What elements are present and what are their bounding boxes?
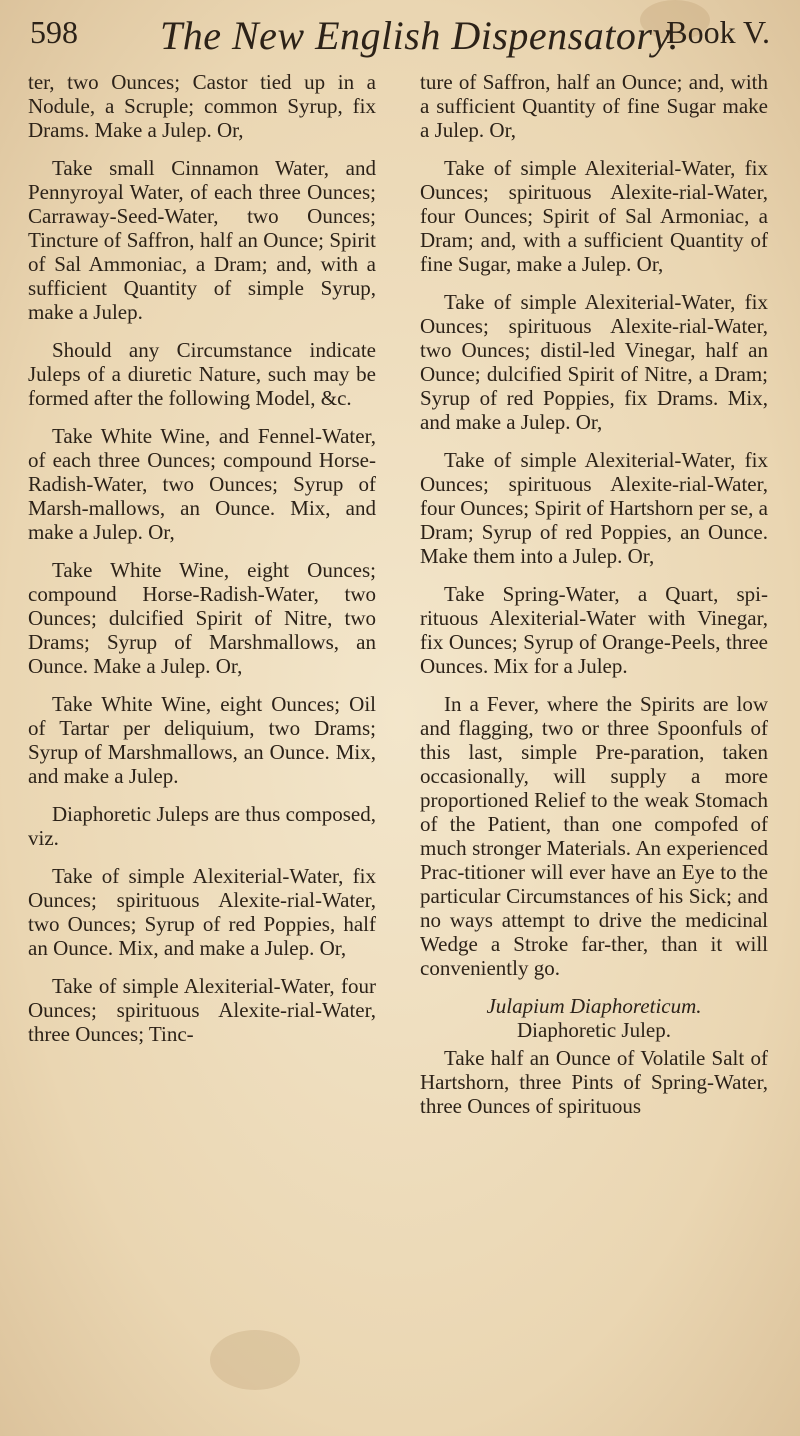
paragraph: Take Spring-Water, a Quart, spi-rituous Alexiterial-Water with Vinegar, fix Ounces; Syrup of Orange-Peels, three Ounces. Mix for a Julep. bbox=[420, 582, 768, 678]
paragraph: Take of simple Alexiterial-Water, fix Ounces; spirituous Alexite-rial-Water, two Ounces; distil-led Vinegar, half an Ounce; dulcified Spirit of Nitre, a Dram; Syrup of red Poppies, fix Drams. Mix, and make a Julep. Or, bbox=[420, 290, 768, 434]
paragraph: In a Fever, where the Spirits are low and flagging, two or three Spoonfuls of this last, simple Pre-paration, taken occasionally, will supply a more proportioned Relief to the weak Stomach of the Patient, than one compofed of much stronger Materials. An experienced Prac-titioner will ever have an Eye to the particular Circumstances of his Sick; and no ways attempt to drive the medicinal Wedge a Stroke far-ther, than it will conveniently go. bbox=[420, 692, 768, 980]
paragraph: Take White Wine, eight Ounces; compound Horse-Radish-Water, two Ounces; dulcified Spirit of Nitre, two Drams; Syrup of Marshmallows, an Ounce. Make a Julep. Or, bbox=[28, 558, 376, 678]
book-label: Book V. bbox=[666, 14, 770, 50]
paragraph: Take of simple Alexiterial-Water, fix Ounces; spirituous Alexite-rial-Water, four Ounces; Spirit of Hartshorn per se, a Dram; Syrup of red Poppies, an Ounce. Make them into a Julep. Or, bbox=[420, 448, 768, 568]
section-heading-english: Diaphoretic Julep. bbox=[517, 1018, 671, 1042]
right-column bbox=[420, 70, 768, 1410]
paragraph: Take White Wine, and Fennel-Water, of each three Ounces; compound Horse-Radish-Water, two Ounces; Syrup of Marsh-mallows, an Ounce. Mix, and make a Julep. Or, bbox=[28, 424, 376, 544]
section-heading-latin: Julapium Diaphoreticum. bbox=[486, 994, 702, 1018]
paragraph: Take half an Ounce of Volatile Salt of Hartshorn, three Pints of Spring-Water, three Ounces of spirituous bbox=[420, 1046, 768, 1118]
paragraph: Take of simple Alexiterial-Water, four Ounces; spirituous Alexite-rial-Water, three Ounces; Tinc- bbox=[28, 974, 376, 1046]
paragraph: ter, two Ounces; Castor tied up in a Nodule, a Scruple; common Syrup, fix Drams. Make a Julep. Or, bbox=[28, 70, 376, 142]
paragraph: Should any Circumstance indicate Juleps of a diuretic Nature, such may be formed after the following Model, &c. bbox=[28, 338, 376, 410]
paragraph: Take small Cinnamon Water, and Pennyroyal Water, of each three Ounces; Carraway-Seed-Water, two Ounces; Tincture of Saffron, half an Ounce; Spirit of Sal Ammoniac, a Dram; and, with a sufficient Quantity of simple Syrup, make a Julep. bbox=[28, 156, 376, 324]
running-header bbox=[30, 12, 770, 72]
paragraph: Take of simple Alexiterial-Water, fix Ounces; spirituous Alexite-rial-Water, four Ounces; Spirit of Sal Armoniac, a Dram; and, with a sufficient Quantity of fine Sugar, make a Julep. Or, bbox=[420, 156, 768, 276]
page-number: 598 bbox=[30, 14, 78, 50]
paragraph: Take White Wine, eight Ounces; Oil of Tartar per deliquium, two Drams; Syrup of Marshmallows, an Ounce. Mix, and make a Julep. bbox=[28, 692, 376, 788]
running-title: The New English Dispensatory. bbox=[160, 13, 679, 58]
left-column bbox=[28, 70, 376, 1410]
paragraph: Take of simple Alexiterial-Water, fix Ounces; spirituous Alexite-rial-Water, two Ounces; Syrup of red Poppies, half an Ounce. Mix, and make a Julep. Or, bbox=[28, 864, 376, 960]
paragraph: Diaphoretic Juleps are thus composed, viz. bbox=[28, 802, 376, 850]
paragraph: ture of Saffron, half an Ounce; and, with a sufficient Quantity of fine Sugar make a Julep. Or, bbox=[420, 70, 768, 142]
